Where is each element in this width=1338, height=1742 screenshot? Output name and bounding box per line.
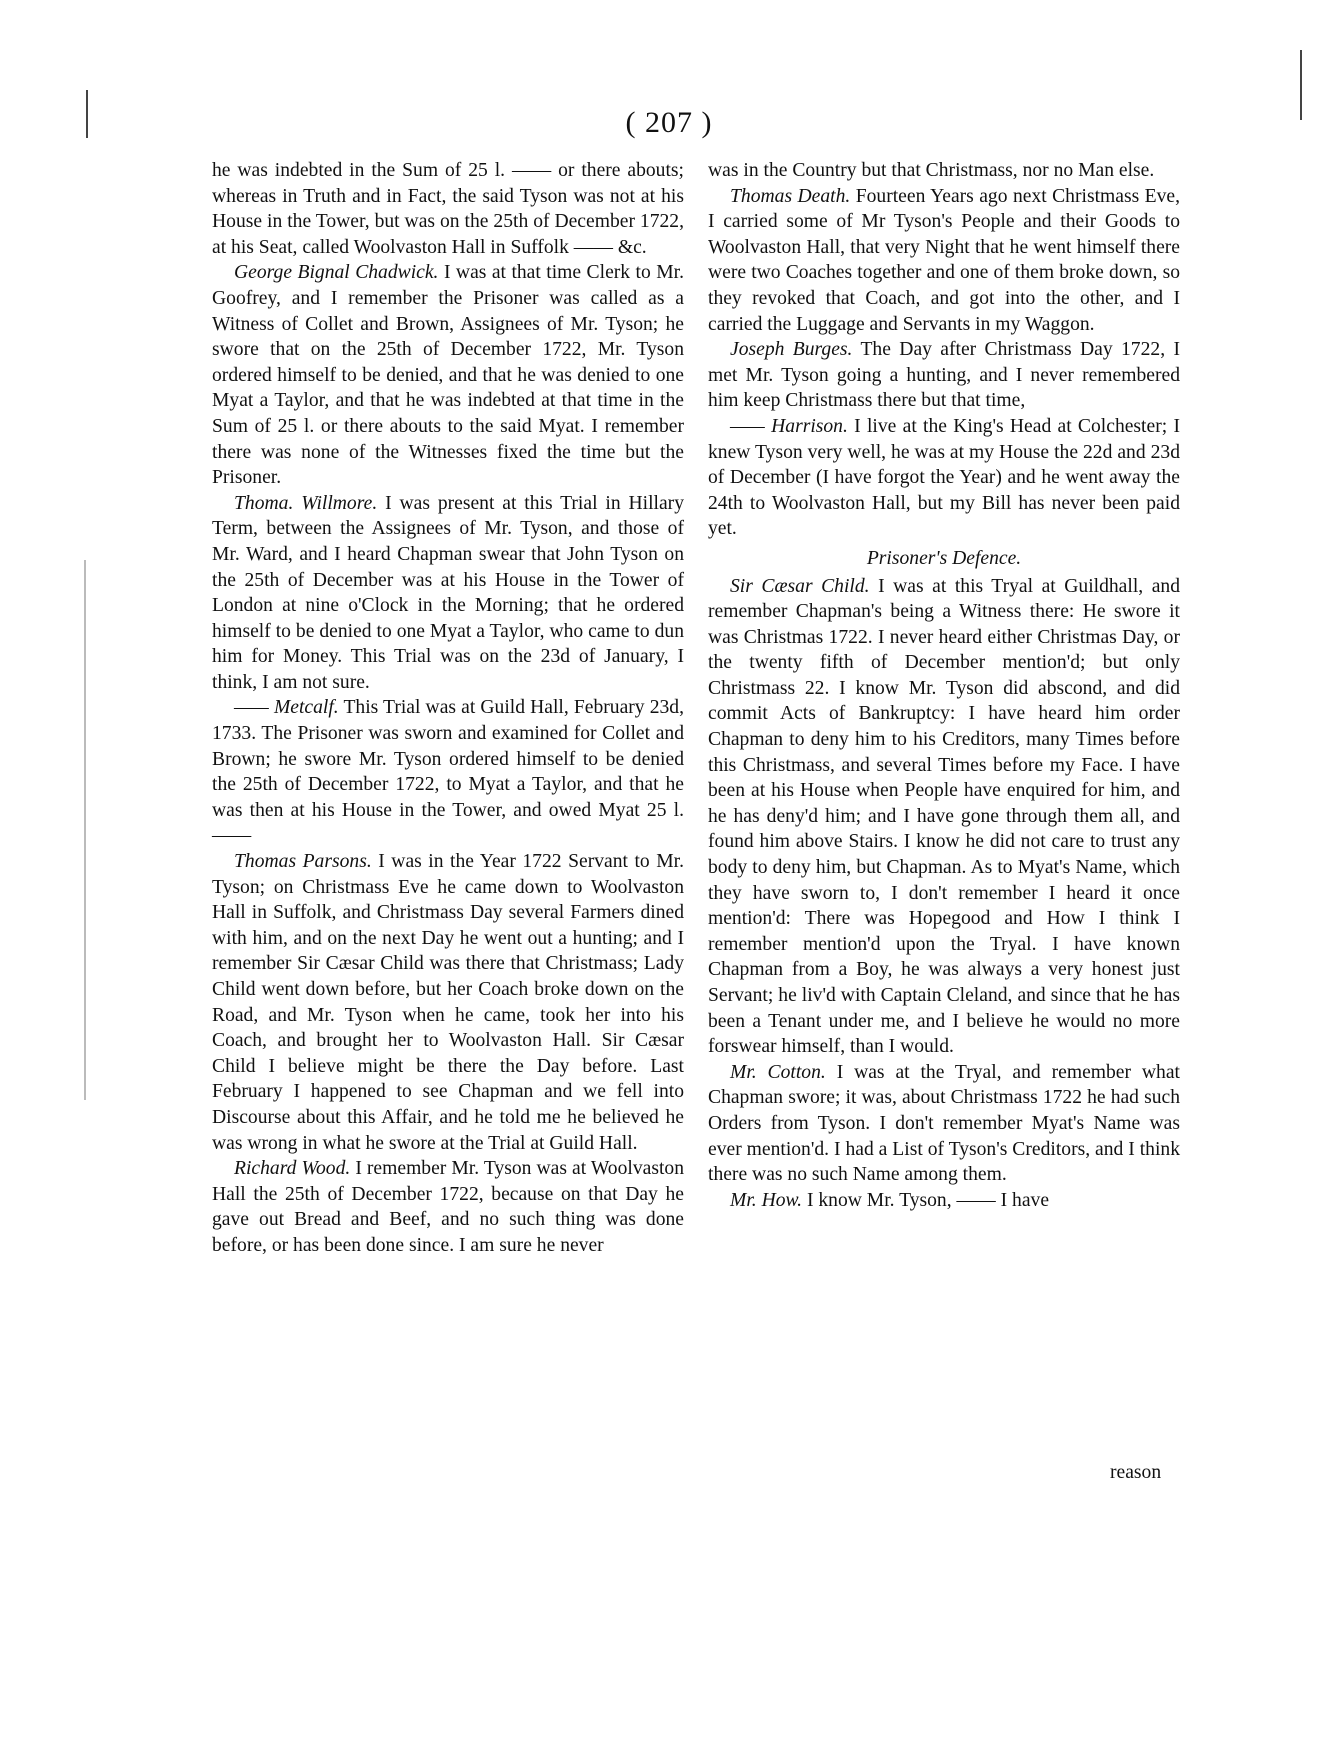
catchword: reason	[1110, 1462, 1162, 1483]
testimony: was in the Country but that Christmass, nor no Man else.	[708, 160, 1155, 181]
speaker: Thomas Parsons.	[234, 851, 372, 873]
paragraph	[212, 1156, 684, 1258]
left-column	[212, 158, 684, 1259]
testimony: he was indebted in the Sum of 25 l. —— or there abouts; whereas in Truth and in Fact, the said Tyson was not at his House in the Tower, but was on the 25th of December 1722, at his Seat, called Woolvaston Hall in Suffolk —— &c.	[212, 160, 684, 258]
speaker: Richard Wood.	[234, 1158, 351, 1180]
speaker: George Bignal Chadwick.	[234, 262, 439, 284]
heading-text: Prisoner's Defence.	[866, 547, 1022, 569]
paragraph	[212, 849, 684, 1156]
testimony: I live at the King's Head at Colchester; I knew Tyson very well, he was at my House the 22d and 23d of December (I have forgot the Year) and he went away the 24th to Woolvaston Hall, but my Bill has never been paid yet.	[708, 415, 1180, 540]
paragraph	[708, 1060, 1180, 1188]
paragraph	[212, 260, 684, 490]
section-heading	[708, 546, 1180, 572]
speaker: Thomas Death.	[730, 185, 851, 207]
testimony: I was at this Tryal at Guildhall, and remember Chapman's being a Witness there: He swore it was Christmas 1722. I never heard either Christmas Day, or the twenty fifth of December mention'd; but only Christmass 22. I know Mr. Tyson did abscond, and did commit Acts of Bankruptcy: I have heard him order Chapman to deny him to his Creditors, many Times before this Christmass, and several Times before my Face. I have been at his House when People have enquired for him, and he has deny'd him; and I have gone through them all, and found him above Stairs. I know he did not care to trust any body to deny him, but Chapman. As to Myat's Name, which they have sworn to, I don't remember I heard it once mention'd: There was Hopegood and How I think I remember mention'd upon the Tryal. I have known Chapman from a Boy, he was always a very honest just Servant; he liv'd with Captain Cleland, and since that he has been a Tenant under me, and I believe he would no more forswear himself, than I would.	[708, 575, 1180, 1058]
paragraph	[708, 158, 1180, 184]
paragraph	[708, 574, 1180, 1060]
paragraph	[708, 414, 1180, 542]
paragraph	[708, 1188, 1180, 1214]
testimony: I was present at this Trial in Hillary Term, between the Assignees of Mr. Tyson, and those of Mr. Ward, and I heard Chapman swear that John Tyson on the 25th of December was at his House in the Tower of London at nine o'Clock in the Morning; that he ordered himself to be denied to one Myat a Taylor, who came to dun him for Money. This Trial was on the 23d of January, I think, I am not sure.	[212, 492, 684, 693]
scan-edge-mark	[86, 90, 88, 138]
speaker: —— Metcalf.	[234, 697, 339, 719]
paragraph	[708, 184, 1180, 338]
scan-edge-mark	[1300, 50, 1302, 120]
testimony: I was in the Year 1722 Servant to Mr. Tyson; on Christmass Eve he came down to Woolvaston Hall in Suffolk, and Christmass Day several Farmers dined with him, and on the next Day he went out a hunting; and I remember Sir Cæsar Child was there that Christmass; Lady Child went down before, but her Coach broke down on the Road, and Mr. Tyson when he came, took her into his Coach, and brought her to Woolvaston Hall. Sir Cæsar Child I believe might be there the Day before. Last February I happened to see Chapman and we fell into Discourse about this Affair, and he told me he believed he was wrong in what he swore at the Trial at Guild Hall.	[212, 851, 684, 1154]
testimony: I remember Mr. Tyson was at Woolvaston Hall the 25th of December 1722, because on that Day he gave out Bread and Beef, and no such thing was done before, or has been done since. I am sure he never	[212, 1158, 684, 1256]
testimony: I was at that time Clerk to Mr. Goofrey, and I remember the Prisoner was called as a Witness of Collet and Brown, Assignees of Mr. Tyson; he swore that on the 25th of December 1722, Mr. Tyson ordered himself to be denied, and that he was denied to one Myat a Taylor, and that he was indebted at that time in the Sum of 25 l. or there abouts to the said Myat. I remember there was none of the Witnesses fixed the time but the Prisoner.	[212, 262, 685, 489]
testimony: The Day after Christmass Day 1722, I met Mr. Tyson going a hunting, and I never remembered him keep Christmass there but that time,	[708, 339, 1180, 412]
page-number: ( 207 )	[625, 106, 713, 139]
paragraph	[708, 337, 1180, 414]
right-column	[708, 158, 1180, 1213]
speaker: —— Harrison.	[730, 415, 848, 437]
speaker: Thoma. Willmore.	[234, 492, 378, 514]
scan-edge-mark	[84, 560, 86, 1100]
speaker: Mr. How.	[730, 1189, 803, 1211]
paragraph	[212, 491, 684, 696]
testimony: This Trial was at Guild Hall, February 23d, 1733. The Prisoner was sworn and examined for Collet and Brown; he swore Mr. Tyson ordered himself to be denied the 25th of December 1722, to Myat a Taylor, and that he was then at his House in the Tower, and owed Myat 25 l.——	[212, 697, 685, 847]
testimony: I know Mr. Tyson, —— I have	[806, 1189, 1050, 1211]
speaker: Mr. Cotton.	[730, 1061, 826, 1083]
testimony: Fourteen Years ago next Christmass Eve, I carried some of Mr Tyson's People and their Goods to Woolvaston Hall, that very Night that he went himself there were two Coaches together and one of them broke down, so they revoked that Coach, and got into the other, and I carried the Luggage and Servants in my Waggon.	[708, 185, 1180, 335]
speaker: Sir Cæsar Child.	[730, 575, 870, 597]
speaker: Joseph Burges.	[730, 339, 853, 361]
testimony: I was at the Tryal, and remember what Chapman swore; it was, about Christmass 1722 he had such Orders from Tyson. I don't remember Myat's Name was ever mention'd. I had a List of Tyson's Creditors, and I think there was no such Name among them.	[708, 1061, 1180, 1186]
paragraph	[212, 695, 684, 849]
paragraph	[212, 158, 684, 260]
